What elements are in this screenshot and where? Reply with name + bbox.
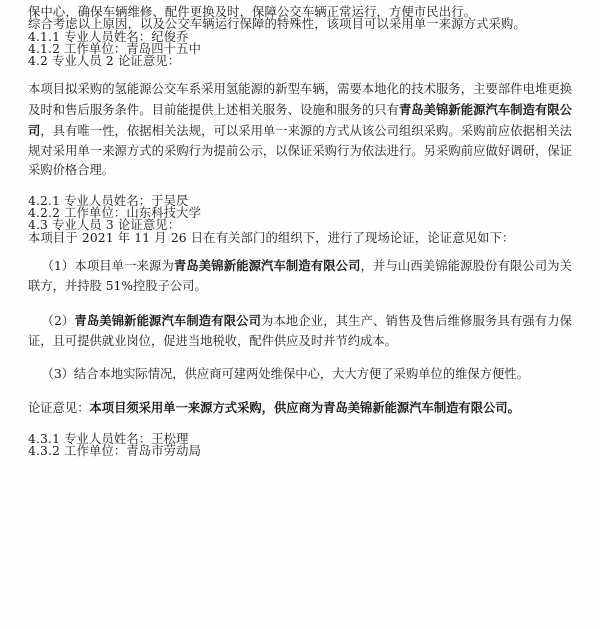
para-expert3-item-1 bbox=[28, 256, 572, 297]
heading-4-1-1-expert-name: 4.1.1 专业人员姓名：纪俊乔 bbox=[28, 29, 189, 44]
para-expert3-conclusion bbox=[28, 398, 572, 419]
segment-plain: 本项目拟采购的氢能源公交车系采用氢能源的新型车辆，需要本地化的技术服务，主要部件电堆更换及时和售后服务条件。目前能提供上述相关服务、设施和服务的只有 bbox=[28, 81, 572, 117]
heading-4-3-1-expert-name: 4.3.1 专业人员姓名：王松理 bbox=[28, 431, 189, 446]
para-expert3-item-3 bbox=[28, 365, 572, 385]
document-body bbox=[28, 6, 572, 457]
segment-plain-2: 为本地企业，其生产、销售及售后维修服务具有强有力保证，且可提供就业岗位，促进当地税收，配件供应及时并节约成本。 bbox=[28, 313, 572, 348]
para-expert2-opinion-body bbox=[28, 80, 572, 182]
segment-plain: （3）结合本地实际情况，供应商可建两处维保中心，大大方便了采购单位的维保方便性。 bbox=[41, 366, 529, 381]
para-expert3-intro: 本项目于 2021 年 11 月 26 日在有关部门的组织下，进行了现场论证，论证意见如下： bbox=[28, 230, 515, 245]
heading-4-2-2-work-unit: 4.2.2 工作单位：山东科技大学 bbox=[28, 206, 202, 221]
segment-plain: （1）本项目单一来源为 bbox=[41, 259, 174, 274]
heading-4-3-expert3-opinion: 4.3 专业人员 3 论证意见： bbox=[28, 218, 181, 233]
heading-4-1-2-work-unit: 4.1.2 工作单位：青岛四十五中 bbox=[28, 41, 202, 56]
segment-plain-2: ，具有唯一性，依据相关法规，可以采用单一来源的方式从该公司组织采购。采购前应依据相关法规对采用单一来源方式的采购行为提前公示，以保证采购行为依法进行。另采购前应做好调研，保证采购价格合理。 bbox=[28, 123, 572, 178]
para-top-continuation: 保中心，确保车辆维修、配件更换及时，保障公交车辆正常运行，方便市民出行。 bbox=[28, 5, 477, 19]
heading-4-2-1-expert-name: 4.2.1 专业人员姓名：于吴昃 bbox=[28, 193, 189, 208]
segment-plain-2: ，并与山西美锦能源股份有限公司为关联方，并持股 51%控股子公司。 bbox=[28, 259, 572, 294]
para-expert3-item-2 bbox=[28, 311, 572, 352]
segment-conclusion-bold: 本项目须采用单一来源方式采购，供应商为青岛美锦新能源汽车制造有限公司。 bbox=[89, 400, 520, 416]
segment-plain: （2） bbox=[41, 313, 75, 328]
para-summary-conclusion: 综合考虑以上原因，以及公交车辆运行保障的特殊性，该项目可以采用单一来源方式采购。 bbox=[28, 17, 526, 32]
segment-company-name: 青岛美锦新能源汽车制造有限公司 bbox=[28, 101, 572, 138]
segment-label: 论证意见： bbox=[28, 401, 90, 416]
segment-company-name: 青岛美锦新能源汽车制造有限公司 bbox=[74, 312, 262, 328]
segment-company-name: 青岛美锦新能源汽车制造有限公司 bbox=[173, 258, 361, 274]
heading-4-2-expert2-opinion: 4.2 专业人员 2 论证意见： bbox=[28, 54, 181, 69]
heading-4-3-2-work-unit: 4.3.2 工作单位：青岛市劳动局 bbox=[28, 444, 202, 459]
